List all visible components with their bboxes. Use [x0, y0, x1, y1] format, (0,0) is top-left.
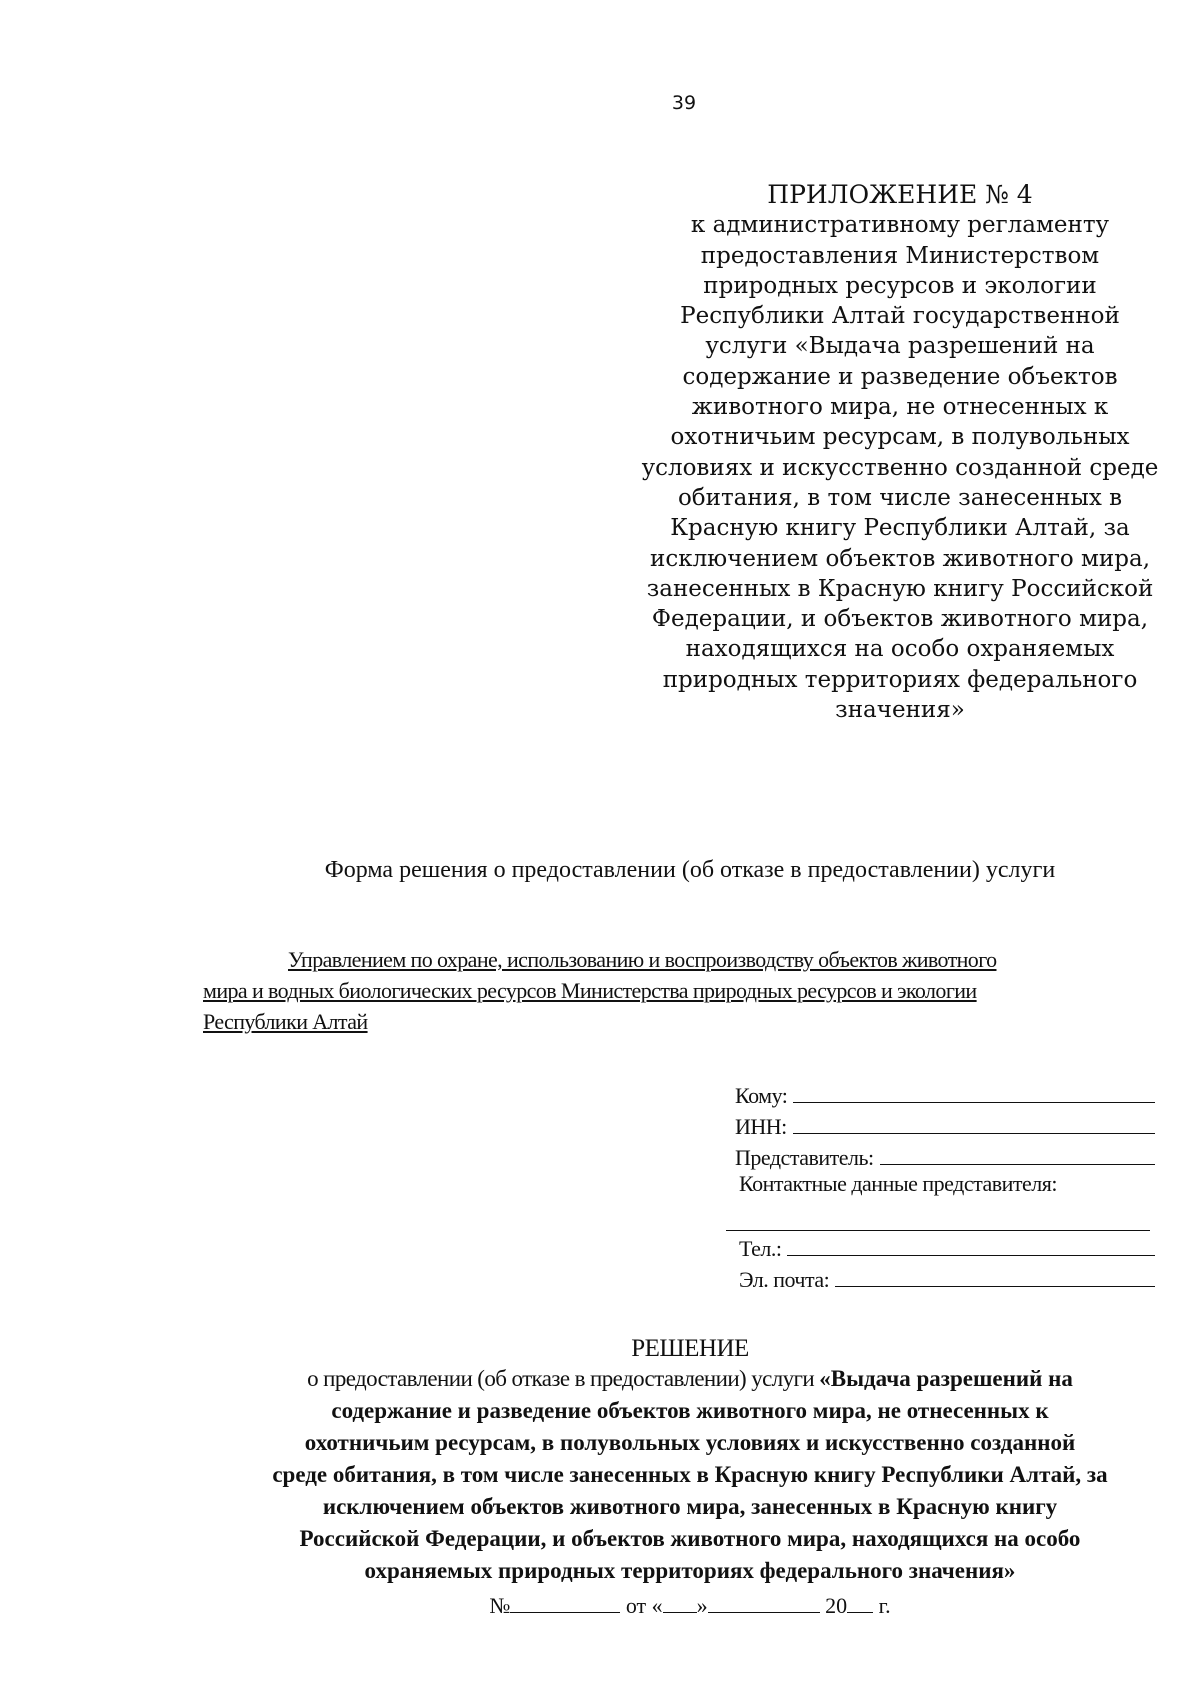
- appendix-line: охотничьим ресурсам, в полувольных: [670, 424, 1130, 451]
- appendix-line: услуги «Выдача разрешений на: [705, 333, 1095, 360]
- page-number: 39: [671, 92, 697, 114]
- recipient-contacts-field[interactable]: [726, 1202, 1150, 1231]
- year-field[interactable]: [847, 1594, 873, 1613]
- decision-line: охотничьим ресурсам, в полувольных условиях и искусственно созданной: [304, 1430, 1076, 1455]
- appendix-line: значения»: [835, 697, 965, 724]
- recipient-representative-label: Представитель:: [735, 1145, 874, 1170]
- date-day-field[interactable]: [663, 1594, 697, 1613]
- appendix-line: содержание и разведение объектов: [682, 363, 1118, 390]
- appendix-line: обитания, в том числе занесенных в: [677, 484, 1123, 511]
- appendix-line: животного мира, не отнесенных к: [691, 394, 1109, 421]
- issuer-line: мира и водных биологических ресурсов Министерства природных ресурсов и экологии: [203, 978, 977, 1003]
- appendix-line: Федерации, и объектов животного мира,: [651, 606, 1149, 633]
- recipient-phone-row: [735, 1231, 1155, 1262]
- decision-line: «Выдача разрешений на: [819, 1366, 1073, 1391]
- appendix-line: природных ресурсов и экологии: [703, 272, 1097, 299]
- number-sign: №: [489, 1593, 511, 1618]
- recipient-inn-row: [735, 1109, 1155, 1140]
- decision-line: среде обитания, в том числе занесенных в Красную книгу Республики Алтай, за: [272, 1462, 1108, 1487]
- decision-text: [180, 1363, 1200, 1587]
- appendix-title: ПРИЛОЖЕНИЕ № 4: [767, 180, 1033, 209]
- appendix-line: находящихся на особо охраняемых: [685, 636, 1115, 663]
- recipient-contacts-label: Контактные данные представителя:: [739, 1171, 1057, 1196]
- appendix-line: предоставления Министерством: [700, 242, 1100, 269]
- issuer-line: Республики Алтай: [203, 1009, 368, 1034]
- decision-line: Российской Федерации, и объектов животного мира, находящихся на особо: [299, 1526, 1081, 1551]
- year-prefix: 20: [825, 1593, 848, 1618]
- appendix-block: [640, 180, 1160, 725]
- recipient-to-label: Кому:: [735, 1083, 788, 1108]
- decision-line: исключением объектов животного мира, занесенных в Красную книгу: [322, 1494, 1058, 1519]
- form-title: Форма решения о предоставлении (об отказе в предоставлении) услуги: [324, 857, 1056, 883]
- recipient-phone-label: Тел.:: [739, 1236, 782, 1261]
- recipient-inn-field[interactable]: [793, 1133, 1155, 1134]
- date-month-field[interactable]: [708, 1594, 820, 1613]
- recipient-to-row: [735, 1078, 1155, 1109]
- decision-numbering: [0, 1593, 1200, 1619]
- recipient-representative-field[interactable]: [880, 1164, 1155, 1165]
- issuer-line: Управлением по охране, использованию и воспроизводству объектов животного: [288, 947, 997, 972]
- recipient-inn-label: ИНН:: [735, 1114, 787, 1139]
- recipient-email-field[interactable]: [835, 1286, 1155, 1287]
- appendix-line: исключением объектов животного мира,: [649, 545, 1150, 572]
- decision-line: содержание и разведение объектов животного мира, не отнесенных к: [331, 1398, 1049, 1423]
- decision-title: РЕШЕНИЕ: [631, 1335, 749, 1362]
- date-quote-close: »: [696, 1593, 708, 1618]
- recipient-to-field[interactable]: [793, 1102, 1155, 1103]
- appendix-line: занесенных в Красную книгу Российской: [646, 575, 1154, 602]
- recipient-phone-field[interactable]: [787, 1255, 1155, 1256]
- recipient-block: [735, 1078, 1155, 1293]
- appendix-line: условиях и искусственно созданной среде: [641, 454, 1159, 481]
- appendix-line: природных территориях федерального: [662, 666, 1138, 693]
- appendix-line: к административному регламенту: [690, 212, 1110, 239]
- decision-lead: о предоставлении (об отказе в предоставлении) услуги: [307, 1366, 820, 1391]
- year-suffix: г.: [878, 1593, 891, 1618]
- appendix-line: Республики Алтай государственной: [680, 303, 1120, 330]
- appendix-line: Красную книгу Республики Алтай, за: [670, 515, 1130, 542]
- recipient-email-row: [735, 1262, 1155, 1293]
- decision-line: охраняемых природных территориях федерального значения»: [364, 1558, 1016, 1583]
- decision-number-field[interactable]: [510, 1594, 620, 1613]
- recipient-email-label: Эл. почта:: [739, 1267, 830, 1292]
- recipient-representative-row: [735, 1140, 1155, 1171]
- issuer-block: [203, 944, 1123, 1037]
- date-from-label: от «: [625, 1593, 663, 1618]
